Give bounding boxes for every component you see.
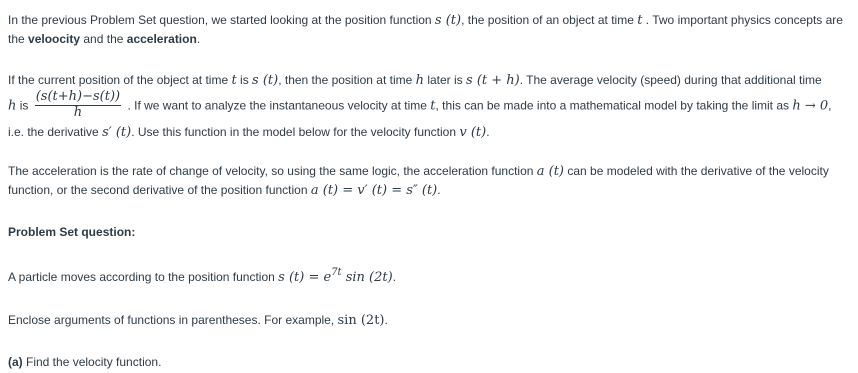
text: , this can be made into a mathematical model by taking the limit as <box>435 98 793 113</box>
text: . If we want to analyze the instantaneous velocity at time <box>124 98 431 113</box>
math-s-of-t: s (t) <box>252 73 279 88</box>
text: i.e. the derivative <box>8 125 103 139</box>
part-a <box>8 353 852 371</box>
math-s-t-plus-h: s (t + h) <box>466 73 520 88</box>
text: , then the position at time <box>278 73 416 87</box>
math-s-of-t: s (t) <box>434 13 462 28</box>
text: . <box>486 125 490 139</box>
text: and the <box>80 32 127 46</box>
text: In the previous Problem Set question, we started looking at the position function <box>8 13 435 27</box>
text: . <box>392 270 397 284</box>
acceleration-paragraph <box>8 162 852 200</box>
math-h: h <box>8 98 17 114</box>
math-t: t <box>430 98 436 114</box>
math-t: t <box>231 73 237 88</box>
text: Enclose arguments of functions in parentheses. For example, <box>8 313 338 327</box>
text: is <box>16 98 32 113</box>
intro-paragraph <box>8 11 852 48</box>
fraction-denominator: h <box>73 105 83 120</box>
math-t: t <box>637 13 643 28</box>
math-position-function <box>278 267 393 285</box>
text: . <box>384 313 388 327</box>
text: The acceleration is the rate of change of velocity, so using the same logic, the acceleration function <box>8 164 537 178</box>
math-a-of-t: a (t) <box>536 164 565 179</box>
math-h: h <box>415 73 424 88</box>
text: If the current position of the object at time <box>8 73 232 87</box>
math-example: sin (2t) <box>337 313 385 328</box>
text: A particle moves according to the position function <box>8 270 279 284</box>
text: is <box>236 73 253 87</box>
text: . <box>196 32 201 46</box>
text: . The average velocity (speed) during that additional time <box>519 73 822 87</box>
term-acceleration: acceleration <box>126 32 197 46</box>
text: . Use this function in the model below for the velocity function <box>131 125 460 139</box>
math-exponent: 7t <box>331 267 342 278</box>
text: . Two important physics concepts are the <box>8 13 843 46</box>
math-v-of-t: v (t) <box>459 125 487 140</box>
math-h-to-0: h → 0 <box>792 98 829 114</box>
part-label: (a) <box>8 355 23 369</box>
heading-text: Problem Set question: <box>8 225 136 239</box>
term-velocity: veloocity <box>28 32 81 46</box>
difference-quotient <box>35 90 121 119</box>
math-lhs: s (t) = e <box>278 270 332 285</box>
text: , <box>828 98 832 113</box>
math-acceleration-equation: a (t) = v′ (t) = s″ (t) <box>310 183 438 198</box>
text: . <box>437 183 441 197</box>
problem-heading <box>8 223 852 241</box>
text: , the position of an object at time <box>461 13 638 27</box>
enclose-paragraph <box>8 311 852 330</box>
velocity-paragraph <box>8 69 852 144</box>
fraction-numerator: (s(t+h)−s(t)) <box>35 89 121 104</box>
text: can be modeled with the derivative of the velocity function, or the second derivative of the position function <box>8 164 829 197</box>
math-s-prime: s′ (t) <box>102 125 132 140</box>
part-text: Find the velocity function. <box>22 355 162 369</box>
math-rhs: sin (2t) <box>341 270 393 285</box>
particle-paragraph <box>8 268 852 287</box>
text: later is <box>424 73 467 87</box>
